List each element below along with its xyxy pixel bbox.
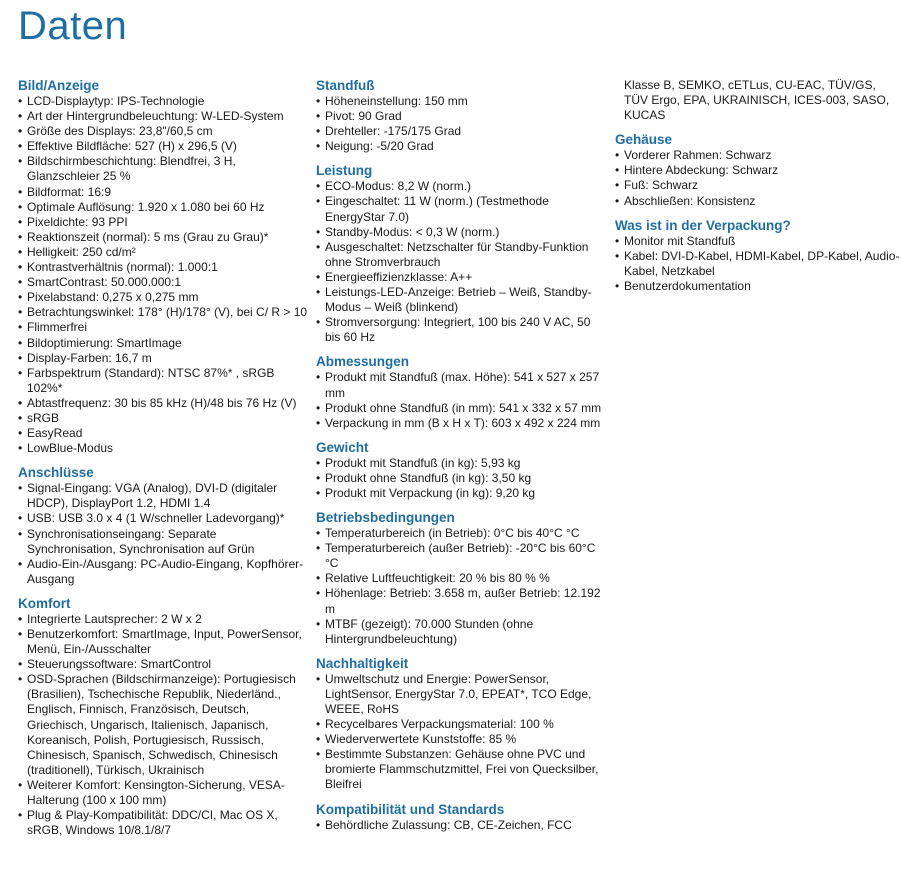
list-item: • MTBF (gezeigt): 70.000 Stunden (ohne Hintergrundbeleuchtung)	[316, 617, 608, 647]
section-heading: Anschlüsse	[18, 465, 94, 481]
spec-list	[316, 818, 608, 833]
list-item: • Produkt mit Verpackung (in kg): 9,20 kg	[316, 486, 608, 501]
list-item: • Audio-Ein-/Ausgang: PC-Audio-Eingang, Kopfhörer-Ausgang	[18, 557, 308, 587]
list-item: • Betrachtungswinkel: 178° (H)/178° (V), bei C/ R > 10	[18, 305, 308, 320]
section-verpackung	[615, 218, 901, 294]
list-item: • LCD-Displaytyp: IPS-Technologie	[18, 94, 308, 109]
list-item: • Hintere Abdeckung: Schwarz	[615, 163, 901, 178]
section-heading: Betriebsbedingungen	[316, 510, 455, 526]
list-item: • Umweltschutz und Energie: PowerSensor, LightSensor, EnergyStar 7.0, EPEAT*, TCO Edge, WEEE, RoHS	[316, 672, 608, 717]
list-item: • Reaktionszeit (normal): 5 ms (Grau zu Grau)*	[18, 230, 308, 245]
spec-list	[18, 94, 308, 456]
section-heading: Gewicht	[316, 439, 369, 455]
list-item: • Flimmerfrei	[18, 320, 308, 335]
section-betriebsbedingungen	[316, 510, 608, 647]
list-item: • Plug & Play-Kompatibilität: DDC/CI, Mac OS X, sRGB, Windows 10/8.1/8/7	[18, 808, 308, 838]
list-item: • Stromversorgung: Integriert, 100 bis 240 V AC, 50 bis 60 Hz	[316, 315, 608, 345]
spec-list	[18, 612, 308, 838]
column-2	[316, 78, 608, 842]
spec-list	[316, 179, 608, 345]
list-item: • Pixelabstand: 0,275 x 0,275 mm	[18, 290, 308, 305]
list-item: • Temperaturbereich (in Betrieb): 0°C bis 40°C °C	[316, 526, 608, 541]
spec-list	[316, 456, 608, 501]
list-item: • Standby-Modus: < 0,3 W (norm.)	[316, 225, 608, 240]
list-item: • Höheneinstellung: 150 mm	[316, 94, 608, 109]
section-heading: Leistung	[316, 163, 373, 179]
section-gewicht	[316, 440, 608, 501]
list-item: • Abtastfrequenz: 30 bis 85 kHz (H)/48 bis 76 Hz (V)	[18, 396, 308, 411]
section-heading: Abmessungen	[316, 354, 410, 370]
list-item: • Wiederverwertete Kunststoffe: 85 %	[316, 732, 608, 747]
list-item: • ECO-Modus: 8,2 W (norm.)	[316, 179, 608, 194]
section-bild-anzeige	[18, 78, 308, 456]
list-item: • Verpackung in mm (B x H x T): 603 x 492 x 224 mm	[316, 416, 608, 431]
list-item: • Farbspektrum (Standard): NTSC 87%* , sRGB 102%*	[18, 366, 308, 396]
spec-list	[316, 370, 608, 430]
list-item: • Drehteller: -175/175 Grad	[316, 124, 608, 139]
list-item: • Signal-Eingang: VGA (Analog), DVI-D (digitaler HDCP), DisplayPort 1.2, HDMI 1.4	[18, 481, 308, 511]
section-gehaeuse	[615, 132, 901, 208]
list-item: • Produkt ohne Standfuß (in mm): 541 x 332 x 57 mm	[316, 401, 608, 416]
section-heading: Gehäuse	[615, 132, 673, 148]
section-komfort	[18, 596, 308, 838]
list-item: • Abschließen: Konsistenz	[615, 194, 901, 209]
list-item: • Display-Farben: 16,7 m	[18, 351, 308, 366]
spec-list	[615, 148, 901, 208]
section-heading: Standfuß	[316, 78, 375, 93]
section-leistung	[316, 163, 608, 345]
section-heading: Kompatibilität und Standards	[316, 801, 505, 817]
list-item: • OSD-Sprachen (Bildschirmanzeige): Portugiesisch (Brasilien), Tschechische Republik, Niederländ., Englisch, Finnisch, Französisch, Deutsch, Griechisch, Ungarisch, Italienisch, Japanisch, Koreanisch, Polish, Portugiesisch, Russisch, Chinesisch, Spanisch, Schwedisch, Chinesisch (traditionell), Türkisch, Ukrainisch	[18, 672, 308, 778]
column-1	[18, 78, 308, 847]
section-nachhaltigkeit	[316, 656, 608, 793]
list-item: • Ausgeschaltet: Netzschalter für Standby-Funktion ohne Stromverbrauch	[316, 240, 608, 270]
list-item: • Monitor mit Standfuß	[615, 234, 901, 249]
section-heading: Was ist in der Verpackung?	[615, 217, 791, 233]
list-item: • Vorderer Rahmen: Schwarz	[615, 148, 901, 163]
list-item: • Kabel: DVI-D-Kabel, HDMI-Kabel, DP-Kabel, Audio-Kabel, Netzkabel	[615, 249, 901, 279]
list-item: • Synchronisationseingang: Separate Synchronisation, Synchronisation auf Grün	[18, 527, 308, 557]
list-item: • Produkt mit Standfuß (max. Höhe): 541 x 527 x 257 mm	[316, 370, 608, 400]
list-item: • Art der Hintergrundbeleuchtung: W-LED-System	[18, 109, 308, 124]
spec-list	[18, 481, 308, 587]
list-item: • SmartContrast: 50.000.000:1	[18, 275, 308, 290]
column-3	[615, 78, 901, 303]
list-item: • Steuerungssoftware: SmartControl	[18, 657, 308, 672]
list-item: • Helligkeit: 250 cd/m²	[18, 245, 308, 260]
section-standfuss	[316, 78, 608, 154]
list-item: • Weiterer Komfort: Kensington-Sicherung, VESA-Halterung (100 x 100 mm)	[18, 778, 308, 808]
list-item: • Integrierte Lautsprecher: 2 W x 2	[18, 612, 308, 627]
list-item: • Größe des Displays: 23,8"/60,5 cm	[18, 124, 308, 139]
page-title: Daten	[18, 4, 128, 48]
standards-continuation: Klasse B, SEMKO, cETLus, CU-EAC, TÜV/GS, TÜV Ergo, EPA, UKRAINISCH, ICES-003, SASO, KUCAS	[624, 78, 890, 123]
list-item: • Neigung: -5/20 Grad	[316, 139, 608, 154]
spec-list	[615, 234, 901, 294]
section-heading: Bild/Anzeige	[18, 78, 100, 93]
list-item: • Höhenlage: Betrieb: 3.658 m, außer Betrieb: 12.192 m	[316, 586, 608, 616]
list-item: • Bildformat: 16:9	[18, 185, 308, 200]
list-item: • EasyRead	[18, 426, 308, 441]
list-item: • Kontrastverhältnis (normal): 1.000:1	[18, 260, 308, 275]
list-item: • Benutzerdokumentation	[615, 279, 901, 294]
list-item: • USB: USB 3.0 x 4 (1 W/schneller Ladevorgang)*	[18, 511, 308, 526]
list-item: • Produkt ohne Standfuß (in kg): 3,50 kg	[316, 471, 608, 486]
list-item: • Fuß: Schwarz	[615, 178, 901, 193]
list-item: • Optimale Auflösung: 1.920 x 1.080 bei 60 Hz	[18, 200, 308, 215]
list-item: • Eingeschaltet: 11 W (norm.) (Testmethode EnergyStar 7.0)	[316, 194, 608, 224]
spec-list	[316, 526, 608, 647]
list-item: • Leistungs-LED-Anzeige: Betrieb – Weiß, Standby-Modus – Weiß (blinkend)	[316, 285, 608, 315]
list-item: • Benutzerkomfort: SmartImage, Input, PowerSensor, Menü, Ein-/Ausschalter	[18, 627, 308, 657]
spec-list	[316, 94, 608, 154]
section-heading: Nachhaltigkeit	[316, 655, 409, 671]
spec-list	[316, 672, 608, 793]
list-item: • LowBlue-Modus	[18, 441, 308, 456]
list-item: • Behördliche Zulassung: CB, CE-Zeichen, FCC	[316, 818, 608, 833]
list-item: • Energieeffizienzklasse: A++	[316, 270, 608, 285]
list-item: • Temperaturbereich (außer Betrieb): -20°C bis 60°C °C	[316, 541, 608, 571]
section-anschluesse	[18, 465, 308, 587]
list-item: • Pivot: 90 Grad	[316, 109, 608, 124]
list-item: • Produkt mit Standfuß (in kg): 5,93 kg	[316, 456, 608, 471]
list-item: • sRGB	[18, 411, 308, 426]
list-item: • Bildoptimierung: SmartImage	[18, 336, 308, 351]
list-item: • Recycelbares Verpackungsmaterial: 100 %	[316, 717, 608, 732]
list-item: • Pixeldichte: 93 PPI	[18, 215, 308, 230]
list-item: • Effektive Bildfläche: 527 (H) x 296,5 (V)	[18, 139, 308, 154]
list-item: • Relative Luftfeuchtigkeit: 20 % bis 80 % %	[316, 571, 608, 586]
section-kompatibilitaet	[316, 802, 608, 833]
list-item: • Bestimmte Substanzen: Gehäuse ohne PVC und bromierte Flammschutzmittel, Frei von Quecksilber, Bleifrei	[316, 747, 608, 792]
section-abmessungen	[316, 354, 608, 430]
section-heading: Komfort	[18, 595, 71, 611]
list-item: • Bildschirmbeschichtung: Blendfrei, 3 H, Glanzschleier 25 %	[18, 154, 308, 184]
